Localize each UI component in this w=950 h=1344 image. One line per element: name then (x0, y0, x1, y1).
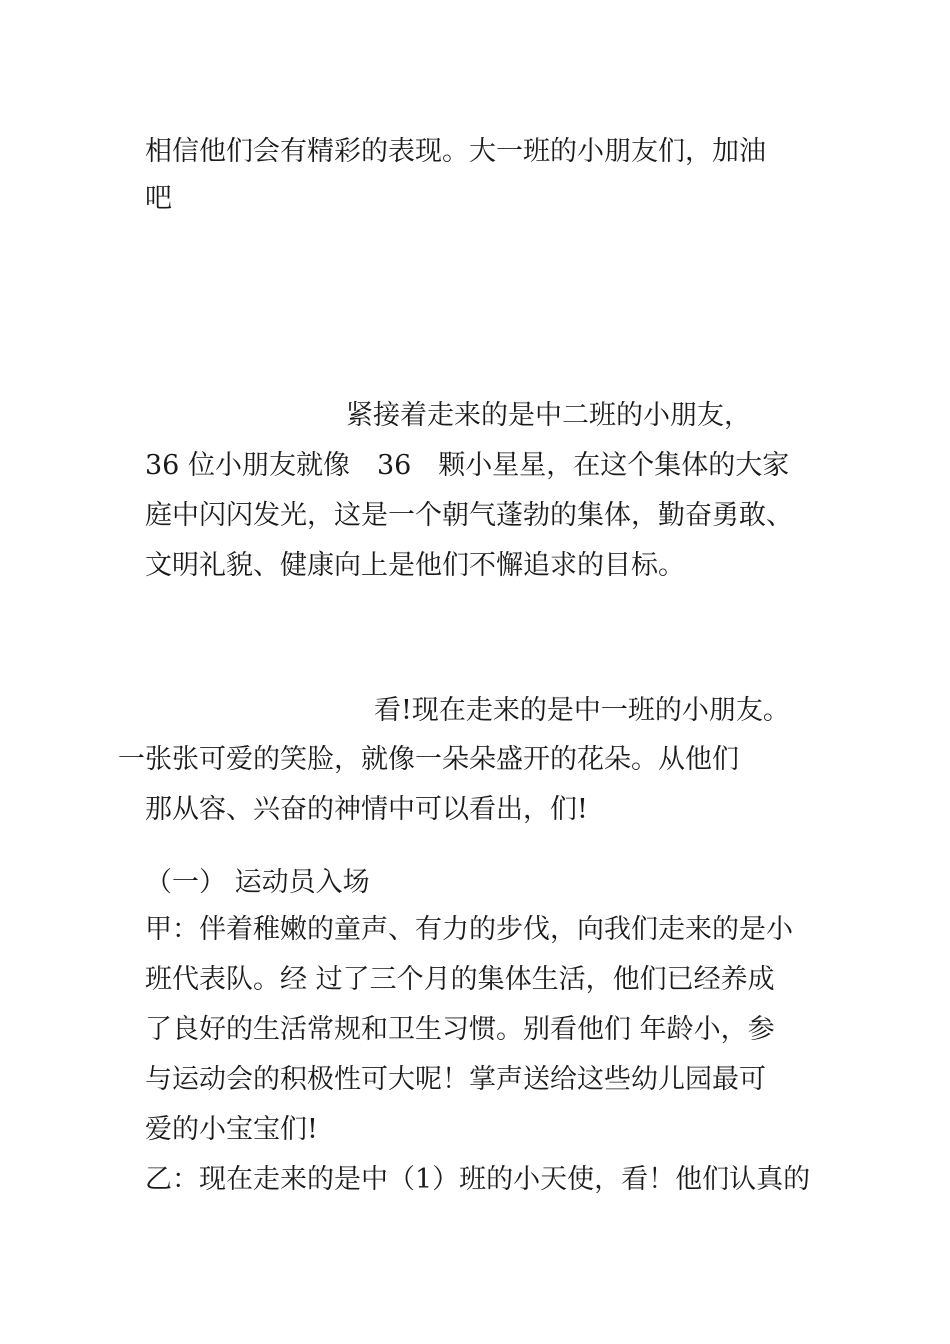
paragraph-2-line-3: 庭中闪闪发光，这是一个朝气蓬勃的集体，勤奋勇敢、 (145, 500, 793, 531)
paragraph-3-line-2: 一张张可爱的笑脸，就像一朵朵盛开的花朵。从他们 (118, 744, 739, 775)
paragraph-4-line-2: 班代表队。经 过了三个月的集体生活，他们已经养成 (145, 964, 775, 995)
paragraph-1-line-2: 吧 (145, 183, 172, 214)
paragraph-2-line-2: 36 位小朋友就像 36 颗小星星，在这个集体的大家 (145, 450, 790, 481)
paragraph-4-line-4: 与运动会的积极性可大呢！掌声送给这些幼儿园最可 (145, 1064, 766, 1095)
paragraph-1-line-1: 相信他们会有精彩的表现。大一班的小朋友们，加油 (145, 136, 766, 167)
paragraph-4-line-1: 甲：伴着稚嫩的童声、有力的步伐，向我们走来的是小 (145, 914, 793, 945)
paragraph-3-line-1: 看!现在走来的是中一班的小朋友。 (374, 695, 790, 726)
section-heading: （一） 运动员入场 (145, 867, 370, 898)
paragraph-5-line-1: 乙：现在走来的是中（1）班的小天使，看！他们认真的 (145, 1164, 811, 1195)
paragraph-4-line-5: 爱的小宝宝们! (145, 1114, 318, 1145)
paragraph-3-line-3: 那从容、兴奋的神情中可以看出，们! (145, 794, 588, 825)
paragraph-2-line-4: 文明礼貌、健康向上是他们不懈追求的目标。 (145, 550, 685, 581)
paragraph-2-line-1: 紧接着走来的是中二班的小朋友， (346, 400, 751, 431)
paragraph-4-line-3: 了良好的生活常规和卫生习惯。别看他们 年龄小，参 (145, 1014, 775, 1045)
